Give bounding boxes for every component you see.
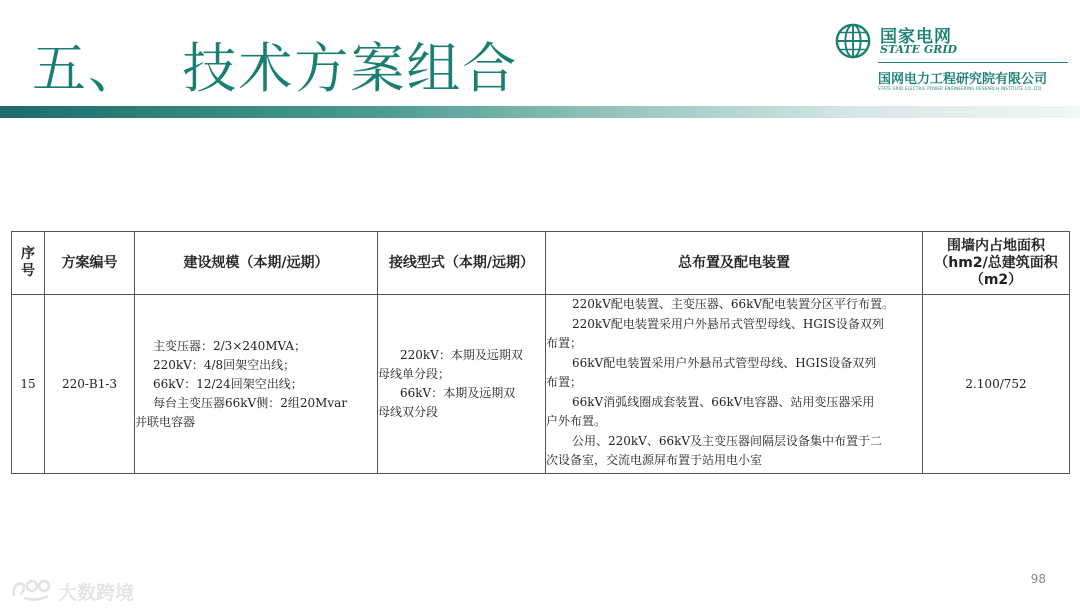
header-area: 围墙内占地面积 （hm2/总建筑面积 （m2）	[923, 232, 1070, 295]
cell-wiring	[378, 295, 546, 474]
cell-no: 15	[12, 295, 45, 474]
wiring-line: 66kV：本期及远期双	[400, 386, 516, 400]
page-title: 五、 技术方案组合	[32, 37, 519, 100]
header-band	[0, 106, 1080, 118]
state-grid-logo	[834, 20, 1074, 98]
watermark-logo-icon	[10, 576, 54, 602]
cell-code: 220-B1-3	[45, 295, 135, 474]
wiring-line: 母线单分段；	[378, 367, 451, 381]
wiring-line: 220kV：本期及远期双	[400, 348, 523, 362]
layout-line: 户外布置。	[546, 414, 607, 428]
logo-name-cn: 国家电网	[880, 27, 952, 47]
layout-line: 次设备室，交流电源屏布置于站用电小室	[546, 453, 763, 467]
cell-area: 2.100/752	[923, 295, 1070, 474]
layout-line: 布置；	[546, 336, 583, 350]
logo-company-en: STATE GRID ELECTRIC POWER ENGINEERING RESEARCH INSTITUTE CO.,LTD.	[878, 86, 1044, 91]
header-no: 序 号	[12, 232, 45, 295]
scheme-table	[11, 231, 1070, 474]
state-grid-globe-icon	[834, 22, 872, 60]
header-scale: 建设规模（本期/远期）	[135, 232, 378, 295]
table-header-row	[12, 232, 1070, 295]
logo-name-en: STATE GRID	[880, 43, 958, 56]
logo-divider	[878, 62, 1068, 63]
layout-line: 66kV消弧线圈成套装置、66kV电容器、站用变压器采用	[572, 394, 875, 409]
header-layout: 总布置及配电装置	[546, 232, 923, 295]
layout-line: 220kV配电装置采用户外悬吊式管型母线、HGIS设备双列	[572, 316, 884, 331]
scale-line: 每台主变压器66kV侧：2组20Mvar	[153, 395, 348, 410]
scale-line: 并联电容器	[135, 414, 196, 429]
scale-line: 66kV：12/24回架空出线；	[153, 376, 303, 391]
logo-company-cn: 国网电力工程研究院有限公司	[878, 72, 1048, 87]
scale-line: 220kV：4/8回架空出线；	[153, 357, 296, 372]
layout-line: 公用、220kV、66kV及主变压器间隔层设备集中布置于二	[572, 433, 883, 448]
layout-line: 220kV配电装置、主变压器、66kV配电装置分区平行布置。	[572, 297, 895, 311]
scale-line: 主变压器：2/3×240MVA；	[153, 338, 307, 353]
layout-line: 66kV配电装置采用户外悬吊式管型母线、HGIS设备双列	[572, 355, 877, 370]
cell-scale	[135, 295, 378, 474]
header-wiring: 接线型式（本期/远期）	[378, 232, 546, 295]
page-number: 98	[1030, 572, 1046, 586]
header-code: 方案编号	[45, 232, 135, 295]
layout-line: 布置；	[546, 375, 583, 389]
table-row	[12, 295, 1070, 474]
watermark-text: 大数跨境	[58, 582, 135, 604]
cell-layout	[546, 295, 923, 474]
wiring-line: 母线双分段	[378, 405, 439, 419]
